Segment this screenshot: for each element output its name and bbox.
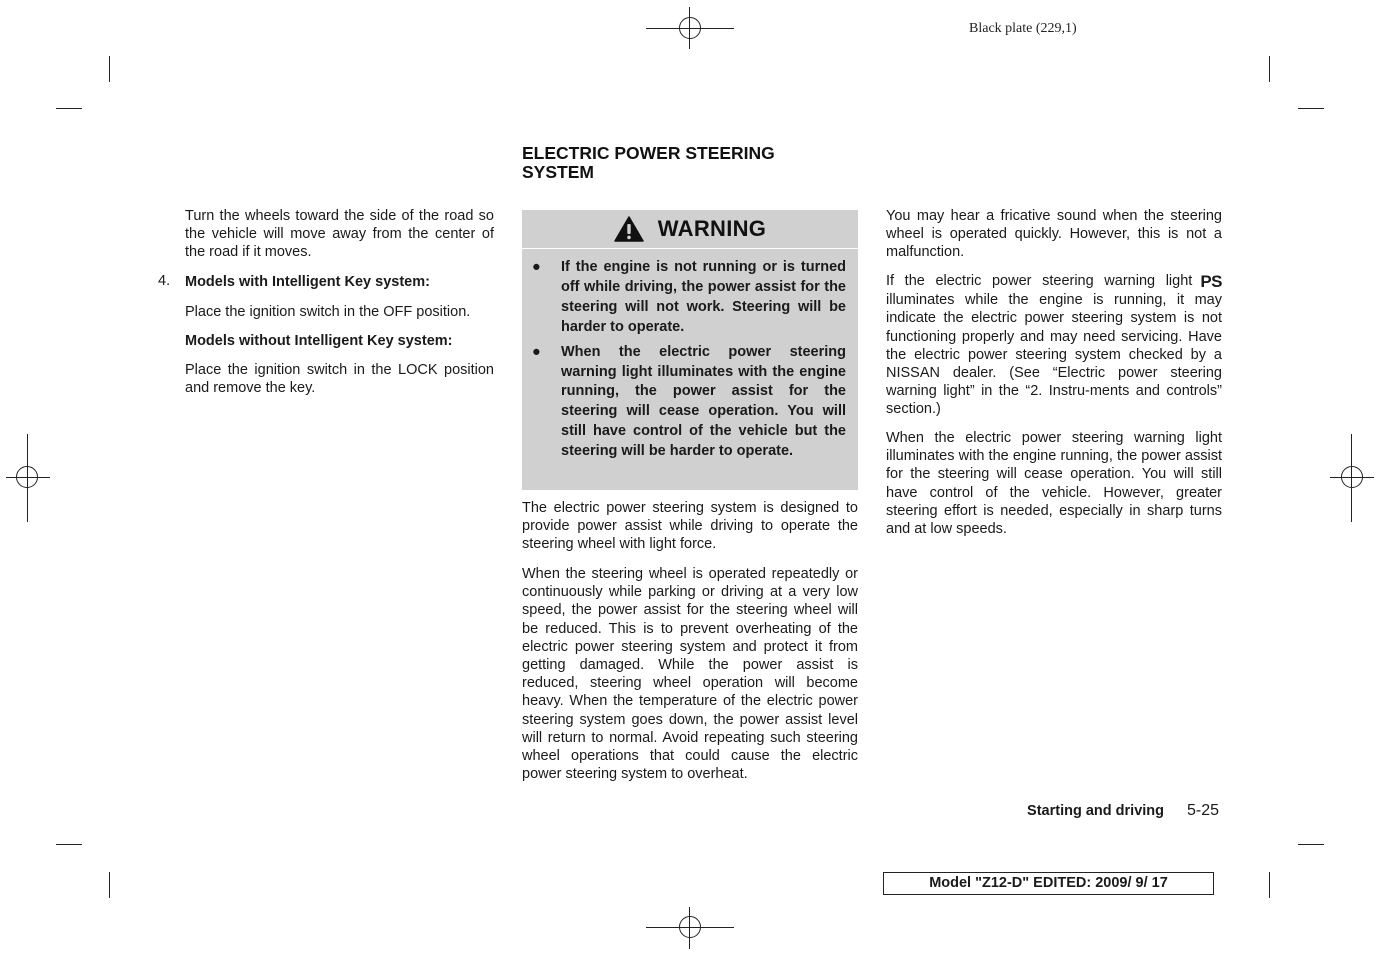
warning-triangle-icon [614, 216, 644, 242]
section-heading-line: SYSTEM [522, 161, 594, 182]
crop-line [1269, 56, 1270, 82]
crop-line [1269, 872, 1270, 898]
list-number: 4. [158, 273, 171, 289]
body-paragraph-text: If the electric power steering warning light [886, 273, 1193, 289]
body-paragraph [886, 272, 1222, 419]
body-paragraph: The electric power steering system is designed to provide power assist while driving to operate the steering wheel with light force. [522, 500, 858, 553]
registration-circle [16, 466, 38, 488]
warning-item-text: If the engine is not running or is turned off while driving, the power assist for the steering will not work. Steering will be harder to operate. [561, 259, 846, 335]
warning-header [522, 210, 858, 249]
body-paragraph: You may hear a fricative sound when the steering wheel is operated quickly. However, this is not a malfunction. [886, 208, 1222, 261]
section-heading-line: ELECTRIC POWER STEERING [522, 143, 775, 163]
bullet-icon: ● [532, 343, 541, 360]
warning-box [522, 210, 858, 490]
list-item-heading: Models with Intelligent Key system: [185, 274, 430, 290]
registration-circle [679, 916, 701, 938]
crop-line [1298, 844, 1324, 845]
page-number: 5-25 [1187, 802, 1220, 819]
warning-item [522, 258, 858, 338]
crop-line [56, 108, 82, 109]
crop-line [1298, 108, 1324, 109]
body-paragraph-text: illuminates while the engine is running, it may indicate the electric power steering system is not functioning properly and may need servicing. Have the electric power steering system checked by a NISSAN dealer. (See “Electric power steering warning light” in the “2. Instru-ments and controls” section.) [886, 292, 1222, 418]
footer-section-title: Starting and driving [1027, 803, 1164, 819]
crop-line [109, 872, 110, 898]
body-paragraph: When the steering wheel is operated repeatedly or continuously while parking or driving at a very low speed, the power assist for the steering wheel will be reduced. This is to prevent overheating of the electric power steering system and protect it from getting damaged. While the power assist is reduced, steering wheel operation will become heavy. When the temperature of the electric power steering system goes down, the power assist level will return to normal. Avoid repeating such steering wheel operations that could cause the electric power steering system to overheat. [522, 566, 858, 783]
model-edit-box: Model "Z12-D" EDITED: 2009/ 9/ 17 [883, 872, 1214, 895]
subheading-text: Place the ignition switch in the LOCK position and remove the key. [185, 362, 494, 397]
warning-list [522, 258, 858, 467]
bullet-icon: ● [532, 259, 541, 275]
list-item-text: Place the ignition switch in the OFF position. [185, 304, 471, 320]
registration-circle [1341, 466, 1363, 488]
crop-line [56, 844, 82, 845]
intro-paragraph: Turn the wheels toward the side of the road so the vehicle will move away from the center of the road if it moves. [185, 208, 494, 261]
plate-label: Black plate (229,1) [969, 21, 1077, 36]
section-heading [522, 144, 842, 181]
subheading: Models without Intelligent Key system: [185, 333, 453, 349]
body-paragraph: When the electric power steering warning light illuminates with the engine running, the power assist for the steering will cease operation. You will still have control of the vehicle. However, greater steering effort is needed, especially in sharp turns and at low speeds. [886, 430, 1222, 538]
registration-circle [679, 17, 701, 39]
crop-line [109, 56, 110, 82]
warning-item [522, 343, 858, 462]
power-steering-warning-icon: PS [1200, 272, 1222, 291]
warning-title: WARNING [657, 216, 767, 241]
warning-item-text: When the electric power steering warning light illuminates with the engine running, the power assist for the steering will cease operation. You will still have control of the vehicle but the steering will be harder to operate. [561, 343, 846, 460]
